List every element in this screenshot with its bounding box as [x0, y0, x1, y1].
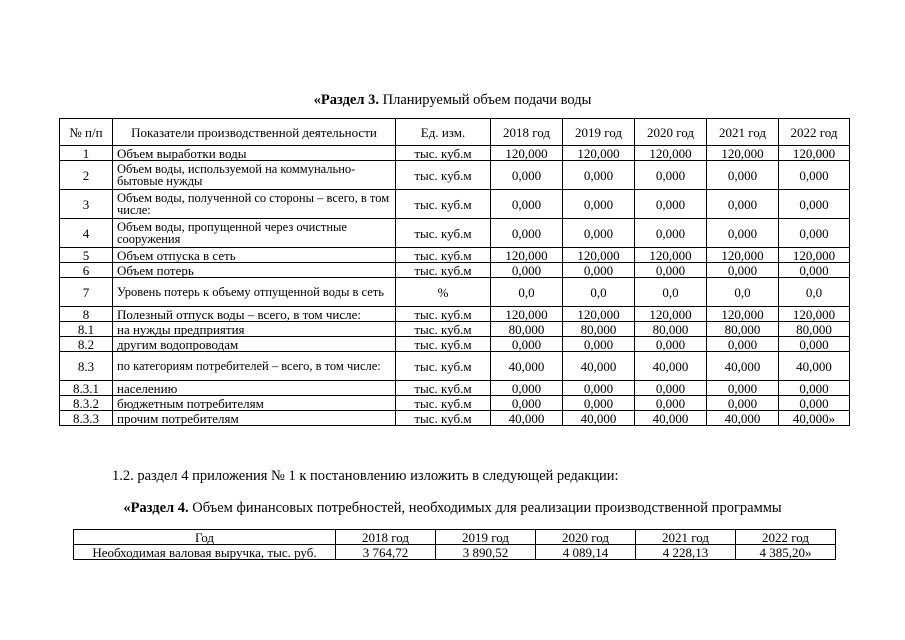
value-cell: 0,000: [779, 396, 850, 411]
column-header: № п/п: [60, 119, 113, 146]
value-cell: 0,000: [707, 396, 779, 411]
unit-cell: тыс. куб.м: [396, 381, 491, 396]
row-number: 5: [60, 248, 113, 263]
table-row: [60, 248, 850, 263]
unit-cell: тыс. куб.м: [396, 337, 491, 352]
column-header: 2019 год: [436, 530, 536, 545]
column-header: 2020 год: [536, 530, 636, 545]
value-cell: 0,000: [779, 337, 850, 352]
value-cell: 0,000: [635, 337, 707, 352]
value-cell: 0,0: [491, 278, 563, 307]
table-row: [60, 337, 850, 352]
indicator-name: Уровень потерь к объему отпущенной воды в сеть: [113, 278, 396, 307]
column-header: Показатели производственной деятельности: [113, 119, 396, 146]
row-number: 8.3.3: [60, 411, 113, 426]
table-row: [60, 263, 850, 278]
indicator-name: Полезный отпуск воды – всего, в том числе:: [113, 307, 396, 322]
section-4-heading: [0, 500, 905, 517]
value-cell: 40,000»: [779, 411, 850, 426]
value-cell: 0,000: [491, 396, 563, 411]
value-cell: 0,000: [491, 219, 563, 248]
table-row: [60, 190, 850, 219]
value-cell: 120,000: [491, 248, 563, 263]
value-cell: 0,000: [563, 219, 635, 248]
value-cell: 0,000: [779, 263, 850, 278]
table-row: [60, 278, 850, 307]
value-cell: 80,000: [707, 322, 779, 337]
unit-cell: тыс. куб.м: [396, 411, 491, 426]
section-3-prefix: «Раздел 3.: [313, 92, 379, 108]
value-cell: 0,000: [563, 337, 635, 352]
column-header: 2019 год: [563, 119, 635, 146]
indicator-name: бюджетным потребителям: [113, 396, 396, 411]
unit-cell: тыс. куб.м: [396, 307, 491, 322]
unit-cell: тыс. куб.м: [396, 219, 491, 248]
value-cell: 120,000: [491, 307, 563, 322]
value-cell: 120,000: [635, 307, 707, 322]
column-header: 2022 год: [736, 530, 836, 545]
row-number: 8: [60, 307, 113, 322]
value-cell: 120,000: [779, 146, 850, 161]
row-number: 6: [60, 263, 113, 278]
value-cell: 0,000: [707, 161, 779, 190]
value-cell: 0,000: [635, 263, 707, 278]
value-cell: 120,000: [707, 248, 779, 263]
value-cell: 0,0: [635, 278, 707, 307]
value-cell: 4 385,20»: [736, 545, 836, 560]
table-row: [60, 219, 850, 248]
column-header: 2020 год: [635, 119, 707, 146]
financial-needs-table: [73, 529, 836, 560]
value-cell: 0,000: [707, 263, 779, 278]
row-number: 2: [60, 161, 113, 190]
row-number: 3: [60, 190, 113, 219]
value-cell: 40,000: [491, 352, 563, 381]
value-cell: 3 764,72: [336, 545, 436, 560]
column-header: Год: [74, 530, 336, 545]
column-header: 2018 год: [336, 530, 436, 545]
table-row: [60, 411, 850, 426]
value-cell: 0,000: [707, 381, 779, 396]
table-row: [60, 381, 850, 396]
row-number: 8.3.1: [60, 381, 113, 396]
value-cell: 0,000: [779, 190, 850, 219]
unit-cell: тыс. куб.м: [396, 161, 491, 190]
value-cell: 120,000: [707, 307, 779, 322]
value-cell: 0,000: [707, 190, 779, 219]
value-cell: 40,000: [563, 352, 635, 381]
column-header: 2021 год: [707, 119, 779, 146]
value-cell: 0,000: [563, 263, 635, 278]
indicator-name: Объем воды, пропущенной через очистные сооружения: [113, 219, 396, 248]
value-cell: 120,000: [707, 146, 779, 161]
value-cell: 0,000: [491, 190, 563, 219]
unit-cell: тыс. куб.м: [396, 146, 491, 161]
section-4-prefix: «Раздел 4.: [123, 500, 189, 516]
row-number: 4: [60, 219, 113, 248]
value-cell: 4 089,14: [536, 545, 636, 560]
value-cell: 0,000: [563, 381, 635, 396]
value-cell: 0,000: [635, 161, 707, 190]
value-cell: 40,000: [635, 411, 707, 426]
value-cell: 120,000: [563, 146, 635, 161]
value-cell: 80,000: [635, 322, 707, 337]
section-4-title: Объем финансовых потребностей, необходимых для реализации производственной программы: [188, 500, 782, 516]
value-cell: 40,000: [563, 411, 635, 426]
value-cell: 0,000: [635, 190, 707, 219]
indicator-name: Объем выработки воды: [113, 146, 396, 161]
value-cell: 0,000: [491, 381, 563, 396]
value-cell: 120,000: [563, 307, 635, 322]
value-cell: 0,000: [707, 337, 779, 352]
column-header: 2018 год: [491, 119, 563, 146]
table-header-row: [60, 119, 850, 146]
value-cell: 80,000: [563, 322, 635, 337]
indicator-name: населению: [113, 381, 396, 396]
unit-cell: %: [396, 278, 491, 307]
row-number: 8.3.2: [60, 396, 113, 411]
value-cell: 40,000: [707, 352, 779, 381]
unit-cell: тыс. куб.м: [396, 190, 491, 219]
value-cell: 0,000: [491, 263, 563, 278]
indicator-name: другим водопроводам: [113, 337, 396, 352]
value-cell: 40,000: [707, 411, 779, 426]
value-cell: 0,000: [779, 161, 850, 190]
value-cell: 80,000: [491, 322, 563, 337]
value-cell: 120,000: [563, 248, 635, 263]
value-cell: 80,000: [779, 322, 850, 337]
table-header-row: [74, 530, 836, 545]
table-row: [60, 352, 850, 381]
value-cell: 120,000: [779, 248, 850, 263]
value-cell: 40,000: [635, 352, 707, 381]
value-cell: 120,000: [635, 248, 707, 263]
unit-cell: тыс. куб.м: [396, 248, 491, 263]
value-cell: 0,000: [563, 190, 635, 219]
value-cell: 0,000: [635, 219, 707, 248]
value-cell: 0,000: [779, 381, 850, 396]
value-cell: 4 228,13: [636, 545, 736, 560]
value-cell: 40,000: [779, 352, 850, 381]
value-cell: 0,0: [563, 278, 635, 307]
table-row: [60, 146, 850, 161]
value-cell: 0,000: [707, 219, 779, 248]
section-3-title: Планируемый объем подачи воды: [378, 92, 592, 108]
indicator-name: по категориям потребителей – всего, в том числе:: [113, 352, 396, 381]
table-row: [60, 396, 850, 411]
column-header: Ед. изм.: [396, 119, 491, 146]
indicator-name: Объем воды, полученной со стороны – всего, в том числе:: [113, 190, 396, 219]
value-cell: 120,000: [635, 146, 707, 161]
amendment-paragraph: 1.2. раздел 4 приложения № 1 к постановлению изложить в следующей редакции:: [112, 468, 619, 484]
section-3-heading: [0, 92, 905, 109]
indicator-name: на нужды предприятия: [113, 322, 396, 337]
value-cell: 0,000: [563, 161, 635, 190]
row-number: 7: [60, 278, 113, 307]
indicator-name: Необходимая валовая выручка, тыс. руб.: [74, 545, 336, 560]
column-header: 2021 год: [636, 530, 736, 545]
indicator-name: Объем потерь: [113, 263, 396, 278]
unit-cell: тыс. куб.м: [396, 322, 491, 337]
table-row: [60, 322, 850, 337]
row-number: 8.1: [60, 322, 113, 337]
value-cell: 120,000: [779, 307, 850, 322]
unit-cell: тыс. куб.м: [396, 263, 491, 278]
value-cell: 0,000: [491, 337, 563, 352]
unit-cell: тыс. куб.м: [396, 396, 491, 411]
value-cell: 0,0: [779, 278, 850, 307]
value-cell: 3 890,52: [436, 545, 536, 560]
value-cell: 120,000: [491, 146, 563, 161]
table-row: [60, 161, 850, 190]
row-number: 8.2: [60, 337, 113, 352]
value-cell: 40,000: [491, 411, 563, 426]
value-cell: 0,000: [635, 396, 707, 411]
value-cell: 0,000: [635, 381, 707, 396]
table-row: [74, 545, 836, 560]
row-number: 8.3: [60, 352, 113, 381]
indicator-name: Объем воды, используемой на коммунально-бытовые нужды: [113, 161, 396, 190]
value-cell: 0,000: [563, 396, 635, 411]
indicator-name: Объем отпуска в сеть: [113, 248, 396, 263]
value-cell: 0,0: [707, 278, 779, 307]
unit-cell: тыс. куб.м: [396, 352, 491, 381]
value-cell: 0,000: [779, 219, 850, 248]
water-supply-table: [59, 118, 850, 426]
indicator-name: прочим потребителям: [113, 411, 396, 426]
value-cell: 0,000: [491, 161, 563, 190]
table-row: [60, 307, 850, 322]
row-number: 1: [60, 146, 113, 161]
column-header: 2022 год: [779, 119, 850, 146]
